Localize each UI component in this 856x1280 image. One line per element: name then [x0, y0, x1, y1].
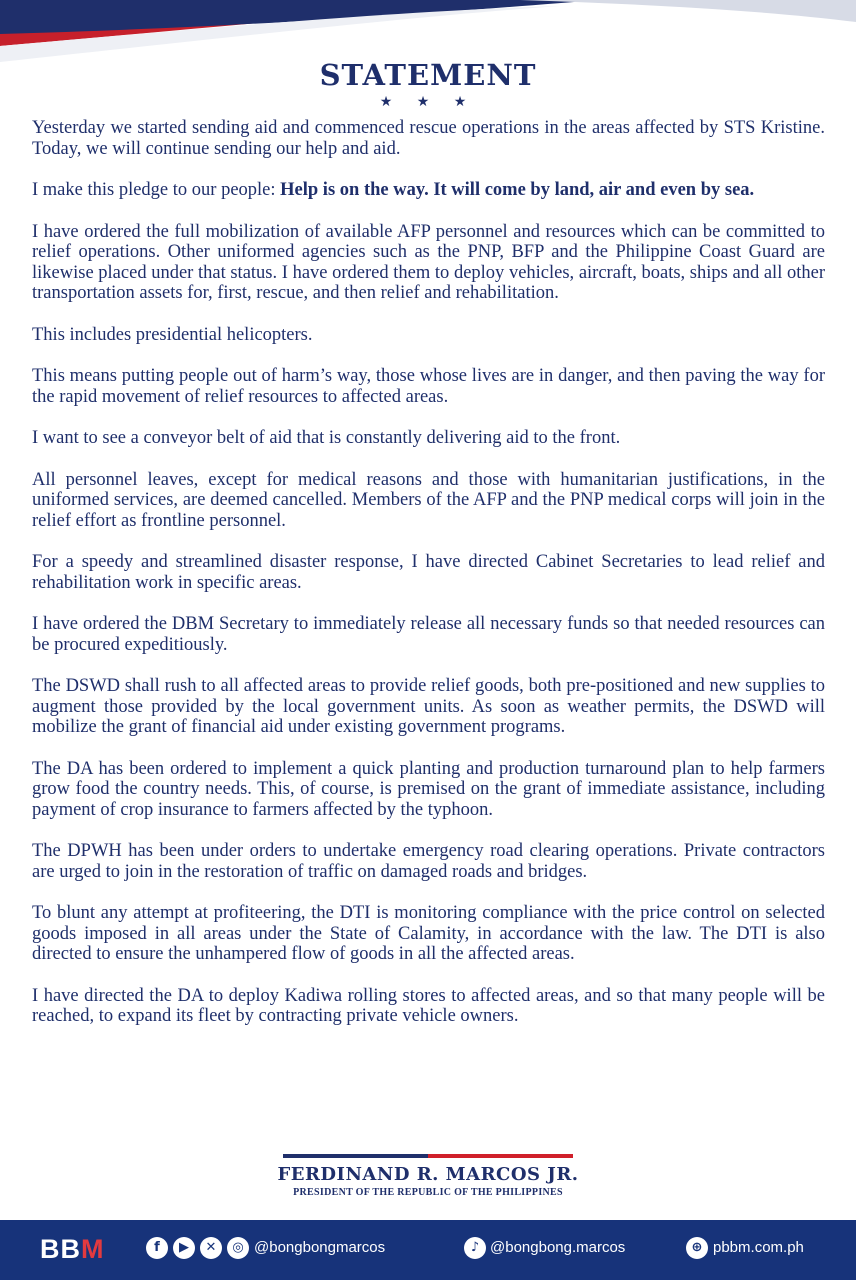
paragraph: I want to see a conveyor belt of aid that is constantly delivering aid to the front.	[32, 428, 621, 448]
tiktok-handle[interactable]: @bongbong.marcos	[490, 1239, 626, 1256]
paragraph: This includes presidential helicopters.	[32, 324, 313, 345]
youtube-icon[interactable]: ▶	[173, 1237, 195, 1259]
pledge-text: I make this pledge to our people:	[32, 180, 281, 200]
website-link[interactable]: pbbm.com.ph	[713, 1239, 804, 1256]
paragraph: I have directed the DA to deploy Kadiwa rolling stores to affected areas, and so that many people will be reached, to expand its fleet by contracting private vehicle owners.	[32, 985, 825, 1026]
paragraph: To blunt any attempt at profiteering, the DTI is monitoring compliance with the price control on selected goods imposed in all areas under the State of Calamity, in accordance with the law. The DTI is also directed to ensure the unhampered flow of goods in all the affected areas.	[32, 903, 825, 964]
signature-divider	[283, 1154, 573, 1158]
signatory-name: FERDINAND R. MARCOS JR.	[277, 1164, 579, 1185]
statement-body	[32, 118, 825, 1048]
paragraph: I have ordered the DBM Secretary to immediately release all necessary funds so that needed resources can be procured expeditiously.	[32, 614, 825, 655]
signatory-title: PRESIDENT OF THE REPUBLIC OF THE PHILIPPINES	[293, 1187, 563, 1198]
paragraph: All personnel leaves, except for medical reasons and those with humanitarian justifications, in the uniformed services, are deemed cancelled. Members of the AFP and the PNP medical corps will join in the relief effort as frontline personnel.	[32, 469, 825, 531]
facebook-icon[interactable]: f	[146, 1237, 168, 1259]
paragraph: The DA has been ordered to implement a quick planting and production turnaround plan to help farmers grow food the country needs. This, of course, is premised on the grant of immediate assistance, including payment of crop insurance to farmers affected by the typhoon.	[32, 758, 825, 820]
title-stars: ★ ★ ★	[379, 94, 477, 110]
signature-block	[0, 1154, 856, 1198]
paragraph: Yesterday we started sending aid and commenced rescue operations in the areas affected by STS Kristine. Today, we will continue sending our help and aid.	[32, 118, 825, 159]
globe-icon[interactable]: ⊕	[686, 1237, 708, 1259]
x-icon[interactable]: ✕	[200, 1237, 222, 1259]
footer-bar	[0, 1220, 856, 1280]
page-title: STATEMENT	[319, 58, 537, 92]
pledge-paragraph	[32, 180, 825, 201]
instagram-icon[interactable]: ◎	[227, 1237, 249, 1259]
bbm-logo: BBM	[40, 1234, 105, 1264]
paragraph: This means putting people out of harm’s way, those whose lives are in danger, and then paving the way for the rapid movement of relief resources to affected areas.	[32, 366, 825, 407]
tiktok-icon[interactable]: ♪	[464, 1237, 486, 1259]
paragraph: The DSWD shall rush to all affected areas to provide relief goods, both pre-positioned and new supplies to augment those provided by the local government units. As soon as weather permits, the DSWD will mobilize the grant of financial aid under existing government programs.	[32, 676, 825, 737]
paragraph: I have ordered the full mobilization of available AFP personnel and resources which can be committed to relief operations. Other uniformed agencies such as the PNP, BFP and the Philippine Coast Guard are likewise placed under that status. I have ordered them to deploy vehicles, aircraft, boats, ships and all other transportation assets for, first, rescue, and then relief and rehabilitation.	[32, 221, 825, 303]
social-handle-primary[interactable]: @bongbongmarcos	[254, 1239, 386, 1256]
paragraph: The DPWH has been under orders to undertake emergency road clearing operations. Private contractors are urged to join in the restoration of traffic on damaged roads and bridges.	[32, 841, 825, 882]
pledge-emphasis: Help is on the way. It will come by land, air and even by sea.	[280, 180, 755, 200]
paragraph: For a speedy and streamlined disaster response, I have directed Cabinet Secretaries to lead relief and rehabilitation work in specific areas.	[32, 552, 825, 593]
